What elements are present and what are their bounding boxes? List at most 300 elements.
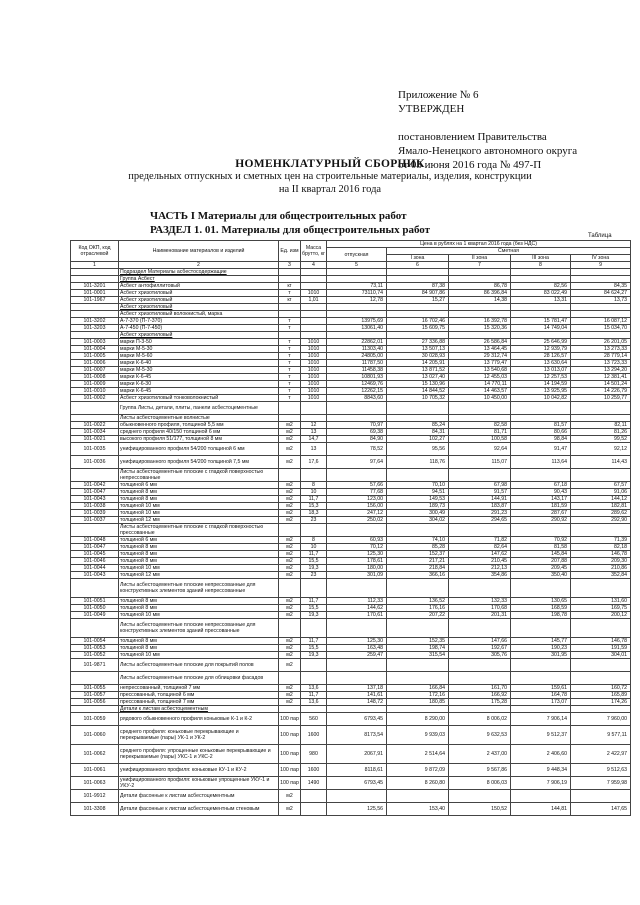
row-code: 101-3202 <box>71 318 119 325</box>
row-name: марки П-3-50 <box>119 339 279 346</box>
row-price-zone-2: 212,13 <box>449 565 511 572</box>
row-mass: 1600 <box>301 764 327 777</box>
row-price-release <box>327 469 387 482</box>
table-row <box>71 605 631 612</box>
row-price-zone-2: 144,91 <box>449 496 511 503</box>
row-unit: кг <box>279 283 301 290</box>
row-price-zone-1: 85,28 <box>387 544 449 551</box>
table-row <box>71 638 631 645</box>
row-code: 101-0036 <box>71 456 119 469</box>
row-name: толщиной 8 мм <box>119 489 279 496</box>
row-name: марки М-5-30 <box>119 346 279 353</box>
row-mass: 1010 <box>301 395 327 402</box>
row-price-zone-2 <box>449 790 511 803</box>
row-unit: м2 <box>279 503 301 510</box>
row-price-zone-3: 164,78 <box>511 692 571 699</box>
row-unit: м2 <box>279 652 301 659</box>
row-code: 101-3201 <box>71 283 119 290</box>
row-price-zone-3 <box>511 276 571 283</box>
row-name: толщиной 8 мм <box>119 605 279 612</box>
table-row <box>71 325 631 332</box>
row-code: 101-0006 <box>71 360 119 367</box>
table-row <box>71 659 631 672</box>
row-unit <box>279 276 301 283</box>
row-name: Детали к листам асбестоцементным <box>119 706 279 713</box>
row-price-zone-3: 13 630,64 <box>511 360 571 367</box>
row-price-zone-2: 14 463,57 <box>449 388 511 395</box>
row-price-zone-3: 25 646,99 <box>511 339 571 346</box>
row-price-release <box>327 332 387 339</box>
row-price-zone-2: 82,58 <box>449 422 511 429</box>
row-unit: м2 <box>279 803 301 816</box>
row-name: марки К-6-45 <box>119 388 279 395</box>
table-row <box>71 381 631 388</box>
row-price-release: 144,62 <box>327 605 387 612</box>
row-price-zone-2 <box>449 619 511 638</box>
row-price-zone-3: 350,40 <box>511 572 571 579</box>
row-price-release: 137,18 <box>327 685 387 692</box>
row-mass: 19,3 <box>301 652 327 659</box>
row-name: толщиной 10 мм <box>119 652 279 659</box>
row-mass: 1,01 <box>301 297 327 304</box>
row-price-zone-2: 147,62 <box>449 551 511 558</box>
row-price-zone-3 <box>511 402 571 415</box>
row-unit: м2 <box>279 422 301 429</box>
row-price-zone-1 <box>387 659 449 672</box>
header-name: Наименование материалов и изделий <box>119 241 279 262</box>
row-price-zone-4: 292,90 <box>571 517 631 524</box>
row-price-zone-1: 180,85 <box>387 699 449 706</box>
row-mass: 19,3 <box>301 612 327 619</box>
row-price-zone-1: 95,56 <box>387 443 449 456</box>
table-row <box>71 745 631 764</box>
row-price-zone-2: 9 632,53 <box>449 726 511 745</box>
column-number: 5 <box>327 262 387 269</box>
row-name: толщиной 12 мм <box>119 517 279 524</box>
row-price-zone-3: 7 906,14 <box>511 713 571 726</box>
row-name: Подраздел Материалы асбестосодержащие <box>119 269 279 276</box>
row-mass: 1010 <box>301 374 327 381</box>
table-row <box>71 269 631 276</box>
row-name: прессованный, толщиной 7 мм <box>119 699 279 706</box>
row-unit <box>279 524 301 537</box>
appendix-number: Приложение № 6 <box>398 89 479 101</box>
table-row <box>71 276 631 283</box>
row-price-zone-3 <box>511 619 571 638</box>
row-unit: м2 <box>279 558 301 565</box>
row-mass <box>301 469 327 482</box>
row-price-zone-3: 190,23 <box>511 645 571 652</box>
row-mass: 1490 <box>301 777 327 790</box>
table-row <box>71 297 631 304</box>
row-price-zone-3: 198,78 <box>511 612 571 619</box>
row-price-zone-1: 366,16 <box>387 572 449 579</box>
row-price-zone-4 <box>571 790 631 803</box>
row-price-release: 84,90 <box>327 436 387 443</box>
row-mass <box>301 304 327 311</box>
row-code: 101-9912 <box>71 790 119 803</box>
row-price-zone-4: 200,12 <box>571 612 631 619</box>
table-row <box>71 311 631 318</box>
row-unit <box>279 402 301 415</box>
column-numbers-row <box>71 262 631 269</box>
row-price-zone-1: 172,16 <box>387 692 449 699</box>
row-price-zone-4: 7 960,00 <box>571 713 631 726</box>
row-price-zone-4: 169,75 <box>571 605 631 612</box>
row-price-zone-1: 14 205,91 <box>387 360 449 367</box>
row-mass: 13 <box>301 443 327 456</box>
row-mass: 11,7 <box>301 598 327 605</box>
row-price-release: 11303,40 <box>327 346 387 353</box>
row-price-zone-3: 145,84 <box>511 551 571 558</box>
row-mass <box>301 415 327 422</box>
row-price-zone-1: 84,31 <box>387 429 449 436</box>
section-title: РАЗДЕЛ 1. 01. Материалы для общестроительных работ <box>150 224 431 236</box>
row-mass: 560 <box>301 713 327 726</box>
row-price-release: 8843,60 <box>327 395 387 402</box>
row-price-zone-4: 82,18 <box>571 544 631 551</box>
row-unit <box>279 672 301 685</box>
table-row <box>71 353 631 360</box>
row-price-release <box>327 790 387 803</box>
row-price-zone-4: 13,73 <box>571 297 631 304</box>
row-price-zone-2: 14 770,11 <box>449 381 511 388</box>
row-price-zone-4 <box>571 311 631 318</box>
row-price-zone-3: 209,45 <box>511 565 571 572</box>
row-price-zone-1 <box>387 276 449 283</box>
row-price-zone-1: 14 844,52 <box>387 388 449 395</box>
table-header <box>71 241 631 269</box>
row-unit: т <box>279 325 301 332</box>
row-code: 101-0052 <box>71 652 119 659</box>
row-price-zone-3: 145,77 <box>511 638 571 645</box>
row-price-zone-2 <box>449 706 511 713</box>
row-unit: т <box>279 395 301 402</box>
row-price-zone-1: 102,27 <box>387 436 449 443</box>
row-mass <box>301 619 327 638</box>
row-price-zone-1: 218,84 <box>387 565 449 572</box>
row-price-zone-4 <box>571 469 631 482</box>
table-row <box>71 360 631 367</box>
row-name: Детали фасонные к листам асбестоцементным <box>119 790 279 803</box>
row-unit: м2 <box>279 443 301 456</box>
row-unit: м2 <box>279 685 301 692</box>
row-mass <box>301 311 327 318</box>
table-row <box>71 429 631 436</box>
row-mass: 19,3 <box>301 565 327 572</box>
part-title: ЧАСТЬ I Материалы для общестроительных работ <box>150 210 407 222</box>
row-price-zone-4: 28 779,14 <box>571 353 631 360</box>
row-price-zone-3 <box>511 672 571 685</box>
row-mass: 15,5 <box>301 605 327 612</box>
row-unit: м2 <box>279 605 301 612</box>
row-price-release <box>327 276 387 283</box>
price-table <box>70 240 631 816</box>
row-price-zone-2 <box>449 524 511 537</box>
row-price-release: 73,11 <box>327 283 387 290</box>
row-price-zone-1: 15,27 <box>387 297 449 304</box>
row-unit: 100 пар <box>279 745 301 764</box>
table-row <box>71 544 631 551</box>
row-name: высокого профиля 51/177, толщиной 8 мм <box>119 436 279 443</box>
row-price-release: 73110,74 <box>327 290 387 297</box>
table-row <box>71 645 631 652</box>
table-row <box>71 510 631 517</box>
row-code: 101-0004 <box>71 346 119 353</box>
row-mass <box>301 283 327 290</box>
row-code: 101-0051 <box>71 598 119 605</box>
row-price-zone-4: 2 422,97 <box>571 745 631 764</box>
part-heading <box>150 209 430 237</box>
table-label: Таблица <box>588 233 612 239</box>
row-price-zone-2: 29 312,74 <box>449 353 511 360</box>
row-price-release: 125,56 <box>327 803 387 816</box>
row-unit <box>279 332 301 339</box>
table-row <box>71 572 631 579</box>
row-unit: 100 пар <box>279 777 301 790</box>
header-zone-2: II зона <box>449 255 511 262</box>
row-name: Листы асбестоцементные плоские с гладкой поверхностью прессованные <box>119 524 279 537</box>
header-code: Код ОКП, код отраслевой <box>71 241 119 262</box>
row-price-zone-2: 192,67 <box>449 645 511 652</box>
document-title <box>40 158 620 196</box>
row-price-zone-3: 12 257,53 <box>511 374 571 381</box>
row-price-zone-4: 15 034,70 <box>571 325 631 332</box>
row-price-zone-3: 70,92 <box>511 537 571 544</box>
row-name: среднего профиля: коньковые перекрывающие и перекрываемые (пары) УК-1 и УК-2 <box>119 726 279 745</box>
row-price-zone-4: 82,11 <box>571 422 631 429</box>
row-mass: 1010 <box>301 367 327 374</box>
table-row <box>71 283 631 290</box>
row-price-release: 6793,45 <box>327 777 387 790</box>
row-name: А-7-370 (П-7-370) <box>119 318 279 325</box>
row-name: толщиной 8 мм <box>119 645 279 652</box>
row-mass: 11,7 <box>301 692 327 699</box>
row-price-zone-1: 8 260,80 <box>387 777 449 790</box>
row-price-zone-1 <box>387 469 449 482</box>
row-price-release: 24805,00 <box>327 353 387 360</box>
row-price-zone-3 <box>511 469 571 482</box>
row-mass: 13,6 <box>301 699 327 706</box>
row-code: 101-0003 <box>71 339 119 346</box>
row-price-zone-1: 13 871,52 <box>387 367 449 374</box>
row-price-zone-2: 201,31 <box>449 612 511 619</box>
row-price-zone-2: 9 567,86 <box>449 764 511 777</box>
row-price-release: 250,02 <box>327 517 387 524</box>
row-price-zone-1: 189,73 <box>387 503 449 510</box>
row-price-zone-3 <box>511 304 571 311</box>
row-code: 101-0053 <box>71 645 119 652</box>
table-row <box>71 503 631 510</box>
table-row <box>71 790 631 803</box>
row-unit: 100 пар <box>279 726 301 745</box>
row-price-zone-4: 160,72 <box>571 685 631 692</box>
row-price-zone-1: 300,49 <box>387 510 449 517</box>
row-code <box>71 706 119 713</box>
row-price-zone-2: 13 779,47 <box>449 360 511 367</box>
row-price-zone-4: 67,57 <box>571 482 631 489</box>
row-price-zone-3: 90,43 <box>511 489 571 496</box>
row-unit: кг <box>279 297 301 304</box>
row-price-release: 13061,40 <box>327 325 387 332</box>
row-name: унифицированного профиля: коньковые упрощенные УКУ-1 и УКУ-2 <box>119 777 279 790</box>
column-number: 7 <box>449 262 511 269</box>
row-price-zone-2 <box>449 304 511 311</box>
row-mass: 1010 <box>301 339 327 346</box>
table-row <box>71 565 631 572</box>
row-price-release: 6793,45 <box>327 713 387 726</box>
row-price-zone-4 <box>571 706 631 713</box>
row-name: толщиной 8 мм <box>119 496 279 503</box>
row-code <box>71 619 119 638</box>
row-price-zone-3: 10 042,82 <box>511 395 571 402</box>
row-price-zone-2: 150,52 <box>449 803 511 816</box>
row-price-zone-3: 9 448,34 <box>511 764 571 777</box>
row-code: 101-0008 <box>71 374 119 381</box>
row-price-zone-4: 352,84 <box>571 572 631 579</box>
row-name: Асбест хризотиловый <box>119 297 279 304</box>
row-price-zone-1: 85,24 <box>387 422 449 429</box>
table-body <box>71 269 631 816</box>
row-price-zone-2: 210,45 <box>449 558 511 565</box>
row-price-zone-3: 143,17 <box>511 496 571 503</box>
row-price-zone-4: 12 381,41 <box>571 374 631 381</box>
row-unit: 100 пар <box>279 764 301 777</box>
row-mass: 8 <box>301 537 327 544</box>
row-code <box>71 469 119 482</box>
row-price-zone-4: 14 226,79 <box>571 388 631 395</box>
row-price-zone-2 <box>449 276 511 283</box>
row-price-zone-1: 15 609,75 <box>387 325 449 332</box>
row-name: среднего профиля 40/150 толщиной 6 мм <box>119 429 279 436</box>
row-code: 101-0055 <box>71 685 119 692</box>
row-price-zone-4 <box>571 672 631 685</box>
row-code: 101-0048 <box>71 537 119 544</box>
row-price-zone-1 <box>387 619 449 638</box>
row-price-zone-1: 118,76 <box>387 456 449 469</box>
table-row <box>71 672 631 685</box>
row-price-zone-4: 209,30 <box>571 558 631 565</box>
row-price-release <box>327 304 387 311</box>
row-price-zone-3 <box>511 579 571 598</box>
row-unit <box>279 269 301 276</box>
row-price-zone-4: 210,86 <box>571 565 631 572</box>
row-price-zone-3 <box>511 659 571 672</box>
row-mass: 13 <box>301 429 327 436</box>
row-unit: м2 <box>279 436 301 443</box>
row-price-zone-1: 10 705,32 <box>387 395 449 402</box>
row-name: толщиной 10 мм <box>119 510 279 517</box>
row-mass <box>301 318 327 325</box>
row-price-release: 123,00 <box>327 496 387 503</box>
table-row <box>71 612 631 619</box>
table-row <box>71 517 631 524</box>
table-row <box>71 692 631 699</box>
row-unit: м2 <box>279 517 301 524</box>
row-unit: м2 <box>279 692 301 699</box>
row-name: толщиной 6 мм <box>119 537 279 544</box>
row-unit: м2 <box>279 565 301 572</box>
row-price-zone-1: 70,10 <box>387 482 449 489</box>
column-number: 2 <box>119 262 279 269</box>
row-unit: т <box>279 374 301 381</box>
row-price-release: 22862,01 <box>327 339 387 346</box>
table-row <box>71 422 631 429</box>
row-price-zone-4: 10 259,77 <box>571 395 631 402</box>
row-code: 101-0039 <box>71 510 119 517</box>
row-price-zone-2 <box>449 469 511 482</box>
row-unit: т <box>279 318 301 325</box>
row-price-zone-1 <box>387 790 449 803</box>
row-price-zone-1 <box>387 706 449 713</box>
row-mass: 10 <box>301 489 327 496</box>
row-price-zone-2: 175,28 <box>449 699 511 706</box>
row-name: Листы асбестоцементные плоские непрессованные для конструктивных элементов зданий непрессованные <box>119 579 279 598</box>
row-name: среднего профиля: упрощенные коньковые перекрывающие и перекрываемые (пары) УКС-1 и УКС-2 <box>119 745 279 764</box>
row-price-release <box>327 311 387 318</box>
row-price-release: 70,12 <box>327 544 387 551</box>
row-code: 101-3203 <box>71 325 119 332</box>
row-name: толщиной 10 мм <box>119 612 279 619</box>
row-name: Асбест антофиллитовый <box>119 283 279 290</box>
row-code: 101-0047 <box>71 489 119 496</box>
row-code: 101-0061 <box>71 764 119 777</box>
table-row <box>71 402 631 415</box>
row-price-zone-2: 13 540,68 <box>449 367 511 374</box>
row-unit: м2 <box>279 659 301 672</box>
table-row <box>71 598 631 605</box>
row-code: 101-0035 <box>71 443 119 456</box>
row-mass: 11,7 <box>301 551 327 558</box>
row-price-release <box>327 619 387 638</box>
row-unit: м2 <box>279 790 301 803</box>
row-code: 101-0001 <box>71 290 119 297</box>
row-price-zone-4: 9 512,63 <box>571 764 631 777</box>
row-unit: т <box>279 353 301 360</box>
row-price-release: 112,33 <box>327 598 387 605</box>
row-price-zone-4: 84 624,27 <box>571 290 631 297</box>
row-price-zone-1: 152,37 <box>387 551 449 558</box>
row-price-zone-1: 9 939,03 <box>387 726 449 745</box>
row-code <box>71 311 119 318</box>
row-name: толщиной 8 мм <box>119 558 279 565</box>
row-name: Листы асбестоцементные плоские для облицовки фасадов <box>119 672 279 685</box>
row-name: марки К-6-30 <box>119 381 279 388</box>
row-code: 101-0060 <box>71 726 119 745</box>
table-row <box>71 332 631 339</box>
row-price-zone-1: 13 027,40 <box>387 374 449 381</box>
table-row <box>71 706 631 713</box>
row-price-zone-3: 2 406,60 <box>511 745 571 764</box>
row-price-zone-2: 305,76 <box>449 652 511 659</box>
row-name: толщиной 8 мм <box>119 551 279 558</box>
row-price-zone-4: 81,26 <box>571 429 631 436</box>
table-row <box>71 713 631 726</box>
row-mass <box>301 332 327 339</box>
row-price-release: 170,61 <box>327 612 387 619</box>
row-price-zone-1: 136,52 <box>387 598 449 605</box>
row-name: унифицированного профиля 54/200 толщиной 7,5 мм <box>119 456 279 469</box>
row-price-release: 2067,91 <box>327 745 387 764</box>
row-mass: 11,7 <box>301 496 327 503</box>
row-mass: 1010 <box>301 388 327 395</box>
row-price-zone-3 <box>511 269 571 276</box>
table-row <box>71 304 631 311</box>
row-unit: м2 <box>279 572 301 579</box>
row-price-zone-4: 7 959,98 <box>571 777 631 790</box>
row-price-zone-3: 287,67 <box>511 510 571 517</box>
column-number: 6 <box>387 262 449 269</box>
